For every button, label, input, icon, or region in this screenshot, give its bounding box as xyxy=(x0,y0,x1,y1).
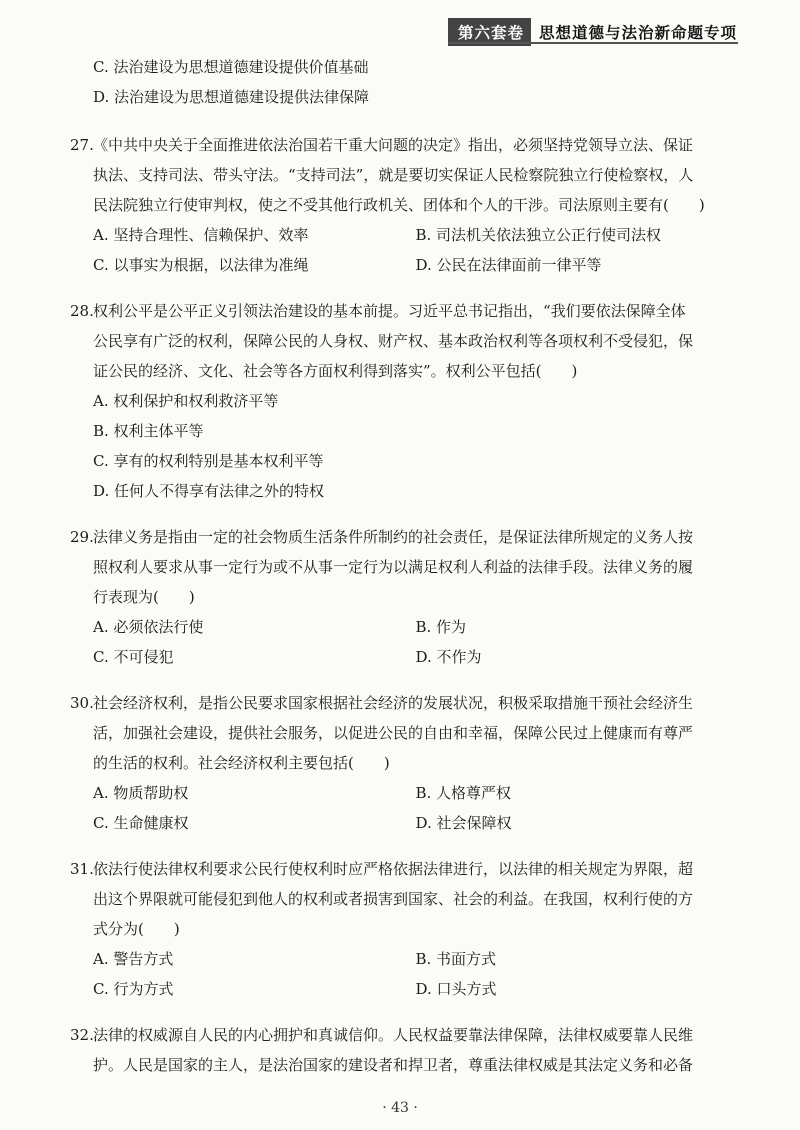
question-number: 29. xyxy=(70,528,94,546)
stem-line: 法律的权威源自人民的内心拥护和真诚信仰。人民权益要靠法律保障，法律权威要靠人民维 xyxy=(93,1026,694,1044)
question-31 xyxy=(70,854,738,1004)
option-b: B. 作为 xyxy=(415,618,467,636)
option-b: B. 书面方式 xyxy=(415,950,497,968)
question-28 xyxy=(70,296,738,506)
question-stem xyxy=(70,130,738,220)
stem-line: 出这个界限就可能侵犯到他人的权利或者损害到国家、社会的利益。在我国，权利行使的方 xyxy=(93,890,694,908)
option-d: D. 任何人不得享有法律之外的特权 xyxy=(93,482,325,500)
option-d: D. 不作为 xyxy=(415,648,482,666)
option-a: A. 警告方式 xyxy=(93,950,174,968)
stem-line: 照权利人要求从事一定行为或不从事一定行为以满足权利人利益的法律手段。法律义务的履 xyxy=(93,558,694,576)
stem-line: 活，加强社会建设，提供社会服务，以促进公民的自由和幸福，保障公民过上健康而有尊严 xyxy=(93,724,694,742)
stem-line: 的生活的权利。社会经济权利主要包括( ) xyxy=(93,754,390,772)
question-stem xyxy=(70,522,738,612)
question-stem xyxy=(70,854,738,944)
question-number: 31. xyxy=(70,860,94,878)
header-topic: 思想道德与法治新命题专项 xyxy=(539,24,738,42)
option: D. 法治建设为思想道德建设提供法律保障 xyxy=(93,88,370,106)
stem-line: 证公民的经济、文化、社会等各方面权利得到落实”。权利公平包括( ) xyxy=(93,362,578,380)
stem-line: 公民享有广泛的权利，保障公民的人身权、财产权、基本政治权利等各项权利不受侵犯，保 xyxy=(93,332,694,350)
option-c: C. 行为方式 xyxy=(93,980,174,998)
option: C. 法治建设为思想道德建设提供价值基础 xyxy=(93,58,369,76)
option-a: A. 物质帮助权 xyxy=(93,784,189,802)
page-content xyxy=(70,52,738,1080)
page-number: · 43 · xyxy=(382,1100,418,1116)
stem-line: 《中共中央关于全面推进依法治国若干重大问题的决定》指出，必须坚持党领导立法、保证 xyxy=(93,136,694,154)
option-c: C. 以事实为根据，以法律为准绳 xyxy=(93,256,309,274)
stem-line: 权利公平是公平正义引领法治建设的基本前提。习近平总书记指出，“我们要依法保障全体 xyxy=(93,302,686,320)
option-d: D. 公民在法律面前一律平等 xyxy=(415,256,602,274)
stem-line: 护。人民是国家的主人，是法治国家的建设者和捍卫者，尊重法律权威是其法定义务和必备 xyxy=(93,1056,694,1074)
option-c: C. 享有的权利特别是基本权利平等 xyxy=(93,452,324,470)
question-32 xyxy=(70,1020,738,1080)
question-27 xyxy=(70,130,738,280)
set-label: 第六套卷 xyxy=(448,18,531,46)
option-b: B. 司法机关依法独立公正行使司法权 xyxy=(415,226,662,244)
question-stem xyxy=(70,688,738,778)
option-a: A. 坚持合理性、信赖保护、效率 xyxy=(93,226,309,244)
stem-line: 民法院独立行使审判权，使之不受其他行政机关、团体和个人的干涉。司法原则主要有( ) xyxy=(93,196,705,214)
stem-line: 式分为( ) xyxy=(93,920,180,938)
question-29 xyxy=(70,522,738,672)
previous-question-options xyxy=(93,52,738,112)
question-stem xyxy=(70,296,738,386)
stem-line: 法律义务是指由一定的社会物质生活条件所制约的社会责任，是保证法律所规定的义务人按 xyxy=(93,528,694,546)
question-number: 28. xyxy=(70,302,94,320)
option-a: A. 必须依法行使 xyxy=(93,618,204,636)
option-d: D. 社会保障权 xyxy=(415,814,512,832)
stem-line: 依法行使法律权利要求公民行使权利时应严格依据法律进行，以法律的相关规定为界限，超 xyxy=(93,860,694,878)
option-a: A. 权利保护和权利救济平等 xyxy=(93,392,279,410)
option-c: C. 生命健康权 xyxy=(93,814,189,832)
stem-line: 执法、支持司法、带头守法。“支持司法”，就是要切实保证人民检察院独立行使检察权，人 xyxy=(93,166,694,184)
header-divider xyxy=(448,42,738,44)
stem-line: 行表现为( ) xyxy=(93,588,195,606)
option-b: B. 人格尊严权 xyxy=(415,784,512,802)
question-number: 27. xyxy=(70,136,94,154)
option-c: C. 不可侵犯 xyxy=(93,648,174,666)
question-stem xyxy=(70,1020,738,1080)
question-30 xyxy=(70,688,738,838)
option-d: D. 口头方式 xyxy=(415,980,497,998)
stem-line: 社会经济权利，是指公民要求国家根据社会经济的发展状况，积极采取措施干预社会经济生 xyxy=(93,694,694,712)
option-b: B. 权利主体平等 xyxy=(93,422,204,440)
question-number: 32. xyxy=(70,1026,94,1044)
question-number: 30. xyxy=(70,694,94,712)
